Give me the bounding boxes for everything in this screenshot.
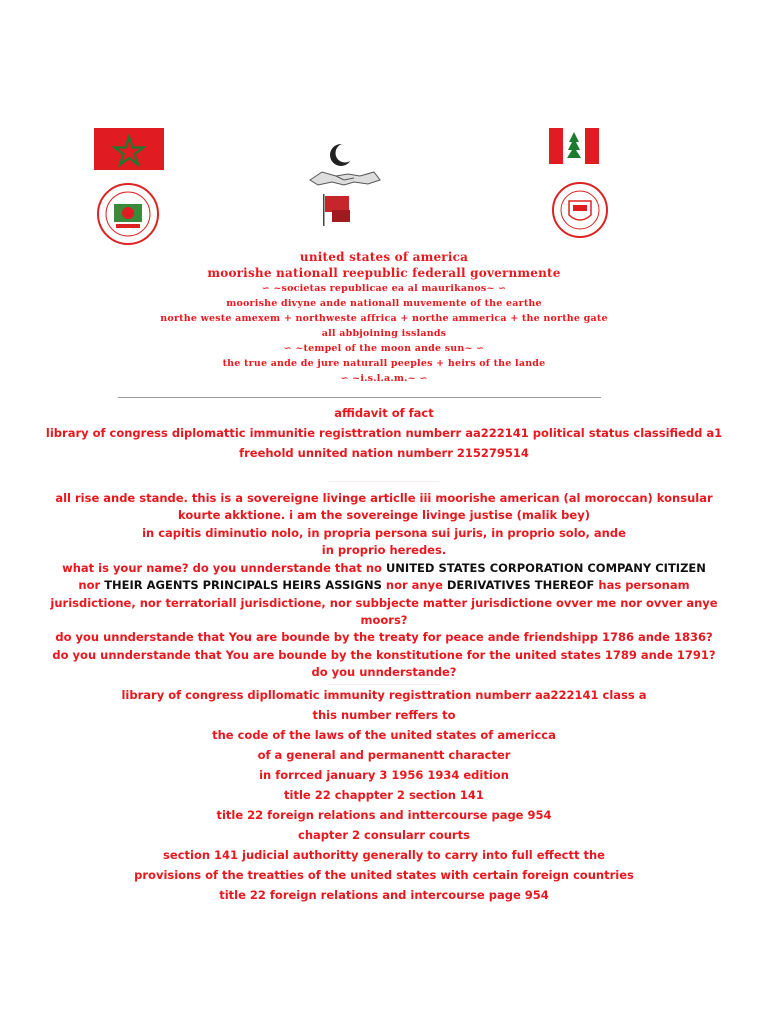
handshake-icon bbox=[308, 166, 382, 188]
body-line-4: of a general and permanentt character bbox=[257, 748, 511, 762]
body-line-9: section 141 judicial authoritty generally to carry into full effectt the bbox=[163, 848, 605, 862]
question-1-text: what is your name? do you unnderstande that no bbox=[62, 561, 386, 575]
moorish-flag bbox=[549, 128, 599, 164]
flourish-icon: ∽ bbox=[340, 373, 353, 384]
header-line-1: united states of america bbox=[299, 250, 469, 264]
flourish-icon: ∽ bbox=[472, 343, 485, 354]
question-5: do you unnderstande that You are bounde by the treaty for peace ande friendshipp 1786 ande 1836? bbox=[55, 630, 713, 644]
flourish-icon: ∽ bbox=[283, 343, 296, 354]
tiny-separator: ………………………………………………………………………………………………… bbox=[328, 682, 440, 686]
body-line-7: title 22 foreign relations and inttercourse page 954 bbox=[216, 808, 552, 822]
question-2 bbox=[0, 578, 768, 592]
header-line-2: moorishe nationall reepublic federall governmente bbox=[207, 266, 561, 280]
para1-line-1: all rise ande stande. this is a sovereigne livinge articlle iii moorishe american (al moroccan) konsular bbox=[55, 491, 713, 505]
center-flag-emblem bbox=[320, 192, 354, 228]
question-2-emphasis-b: DERIVATIVES THEREOF bbox=[446, 578, 595, 592]
header-line-3 bbox=[0, 283, 768, 294]
para1-line-2: kourte akktione. i am the sovereinge livinge justise (malik bey) bbox=[178, 508, 590, 522]
right-seal-emblem bbox=[551, 181, 609, 239]
header-line-5: northe weste amexem + northweste affrica + northe ammerica + the northe gate bbox=[160, 313, 608, 324]
header-line-6: all abbjoining isslands bbox=[321, 328, 447, 339]
left-seal-emblem bbox=[96, 182, 160, 246]
header-line-3-text: ~societas republicae ea al maurikanos~ bbox=[273, 283, 495, 294]
header-line-4: moorishe divyne ande nationall muvemente of the earthe bbox=[226, 298, 542, 309]
moroccan-flag bbox=[94, 128, 164, 170]
body-line-6: title 22 chappter 2 section 141 bbox=[284, 788, 484, 802]
question-2-text-a: nor bbox=[78, 578, 105, 592]
body-line-10: provisions of the treatties of the united states with certain foreign countries bbox=[134, 868, 634, 882]
tiny-separator: ………………………………………………………………………………………………… bbox=[328, 479, 440, 483]
body-line-3: the code of the laws of the united states of americca bbox=[212, 728, 556, 742]
question-7: do you unnderstande? bbox=[311, 665, 457, 679]
question-2-emphasis-a: THEIR AGENTS PRINCIPALS HEIRS ASSIGNS bbox=[104, 578, 382, 592]
header-line-8: the true ande de jure naturall peeples + heirs of the lande bbox=[222, 358, 546, 369]
flourish-icon: ∽ bbox=[494, 283, 507, 294]
flourish-icon: ∽ bbox=[415, 373, 428, 384]
divider bbox=[118, 397, 601, 398]
question-2-text-c: has personam bbox=[594, 578, 690, 592]
body-line-8: chapter 2 consularr courts bbox=[298, 828, 470, 842]
body-line-1: library of congress dipllomatic immunity registtration numberr aa222141 class a bbox=[121, 688, 647, 702]
question-3: jurisdictione, nor terratoriall jurisdictione, nor subbjecte matter jurisdictione ovver me nor ovver anye bbox=[50, 596, 718, 610]
flourish-icon: ∽ bbox=[261, 283, 274, 294]
question-1 bbox=[0, 561, 768, 575]
body-line-2: this number reffers to bbox=[312, 708, 456, 722]
para1-line-4: in proprio heredes. bbox=[321, 543, 447, 557]
header-line-9-text: ~i.s.l.a.m.~ bbox=[352, 373, 416, 384]
question-1-emphasis: UNITED STATES CORPORATION COMPANY CITIZEN bbox=[385, 561, 706, 575]
body-line-5: in forrced january 3 1956 1934 edition bbox=[259, 768, 509, 782]
body-line-11: title 22 foreign relations and intercourse page 954 bbox=[219, 888, 549, 902]
question-6: do you unnderstande that You are bounde by the konstitutione for the united states 1789 ande 1791? bbox=[52, 648, 716, 662]
affidavit-title: affidavit of fact bbox=[334, 406, 434, 420]
header-line-7-text: ~tempel of the moon ande sun~ bbox=[295, 343, 473, 354]
header-line-9 bbox=[0, 373, 768, 384]
question-2-text-b: nor anye bbox=[381, 578, 447, 592]
registration-line-2: freehold unnited nation numberr 215279514 bbox=[239, 446, 529, 460]
para1-line-3: in capitis diminutio nolo, in propria persona sui juris, in proprio solo, ande bbox=[142, 526, 626, 540]
question-4: moors? bbox=[360, 613, 408, 627]
crescent-icon bbox=[328, 142, 354, 168]
header-line-7 bbox=[0, 343, 768, 354]
registration-line-1: library of congress diplomattic immunitie registtration numberr aa222141 political status classifiedd a1 bbox=[45, 426, 723, 440]
